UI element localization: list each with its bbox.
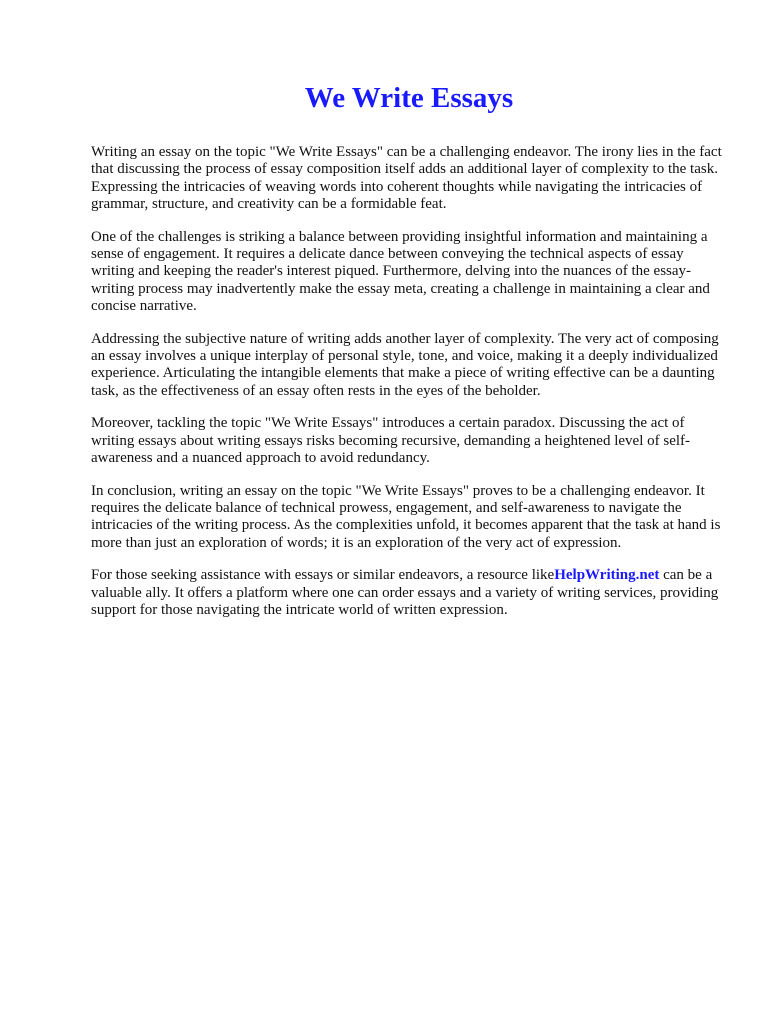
paragraph-6	[91, 567, 723, 619]
paragraph-4: Moreover, tackling the topic "We Write Essays" introduces a certain paradox. Discussing the act of writing essays about writing essays risks becoming recursive, demanding a heightened level of self-awareness and a nuanced approach to avoid redundancy.	[91, 415, 691, 467]
paragraph-6-lead-text: For those seeking assistance with essays or similar endeavors, a resource like	[91, 567, 555, 584]
paragraph-5: In conclusion, writing an essay on the topic "We Write Essays" proves to be a challenging endeavor. It requires the delicate balance of technical prowess, engagement, and self-awareness to navigate the intricacies of the writing process. As the complexities unfold, it becomes apparent that the task at hand is more than just an exploration of words; it is an exploration of the very act of expression.	[91, 482, 721, 551]
paragraph-2: One of the challenges is striking a balance between providing insightful information and maintaining a sense of engagement. It requires a delicate dance between conveying the technical aspects of essay writing and keeping the reader's interest piqued. Furthermore, delving into the nuances of the essay-writing process may inadvertently make the essay meta, creating a challenge in maintaining a clear and concise narrative.	[91, 228, 710, 315]
page-title: We Write Essays	[304, 82, 514, 114]
document-body	[91, 144, 723, 634]
paragraph-1: Writing an essay on the topic "We Write Essays" can be a challenging endeavor. The irony lies in the fact that discussing the process of essay composition itself adds an additional layer of complexity to the task. Expressing the intricacies of weaving words into coherent thoughts while navigating the intricacies of grammar, structure, and creativity can be a formidable feat.	[91, 144, 722, 213]
paragraph-6-tail-text: can be a valuable ally. It offers a platform where one can order essays and a variety of writing services, providing support for those navigating the intricate world of written expression.	[91, 567, 719, 618]
helpwriting-link[interactable]: HelpWriting.net	[554, 567, 660, 584]
paragraph-3: Addressing the subjective nature of writing adds another layer of complexity. The very act of composing an essay involves a unique interplay of personal style, tone, and voice, making it a deeply individualized experience. Articulating the intangible elements that make a piece of writing effective can be a daunting task, as the effectiveness of an essay often rests in the eyes of the beholder.	[91, 330, 719, 399]
